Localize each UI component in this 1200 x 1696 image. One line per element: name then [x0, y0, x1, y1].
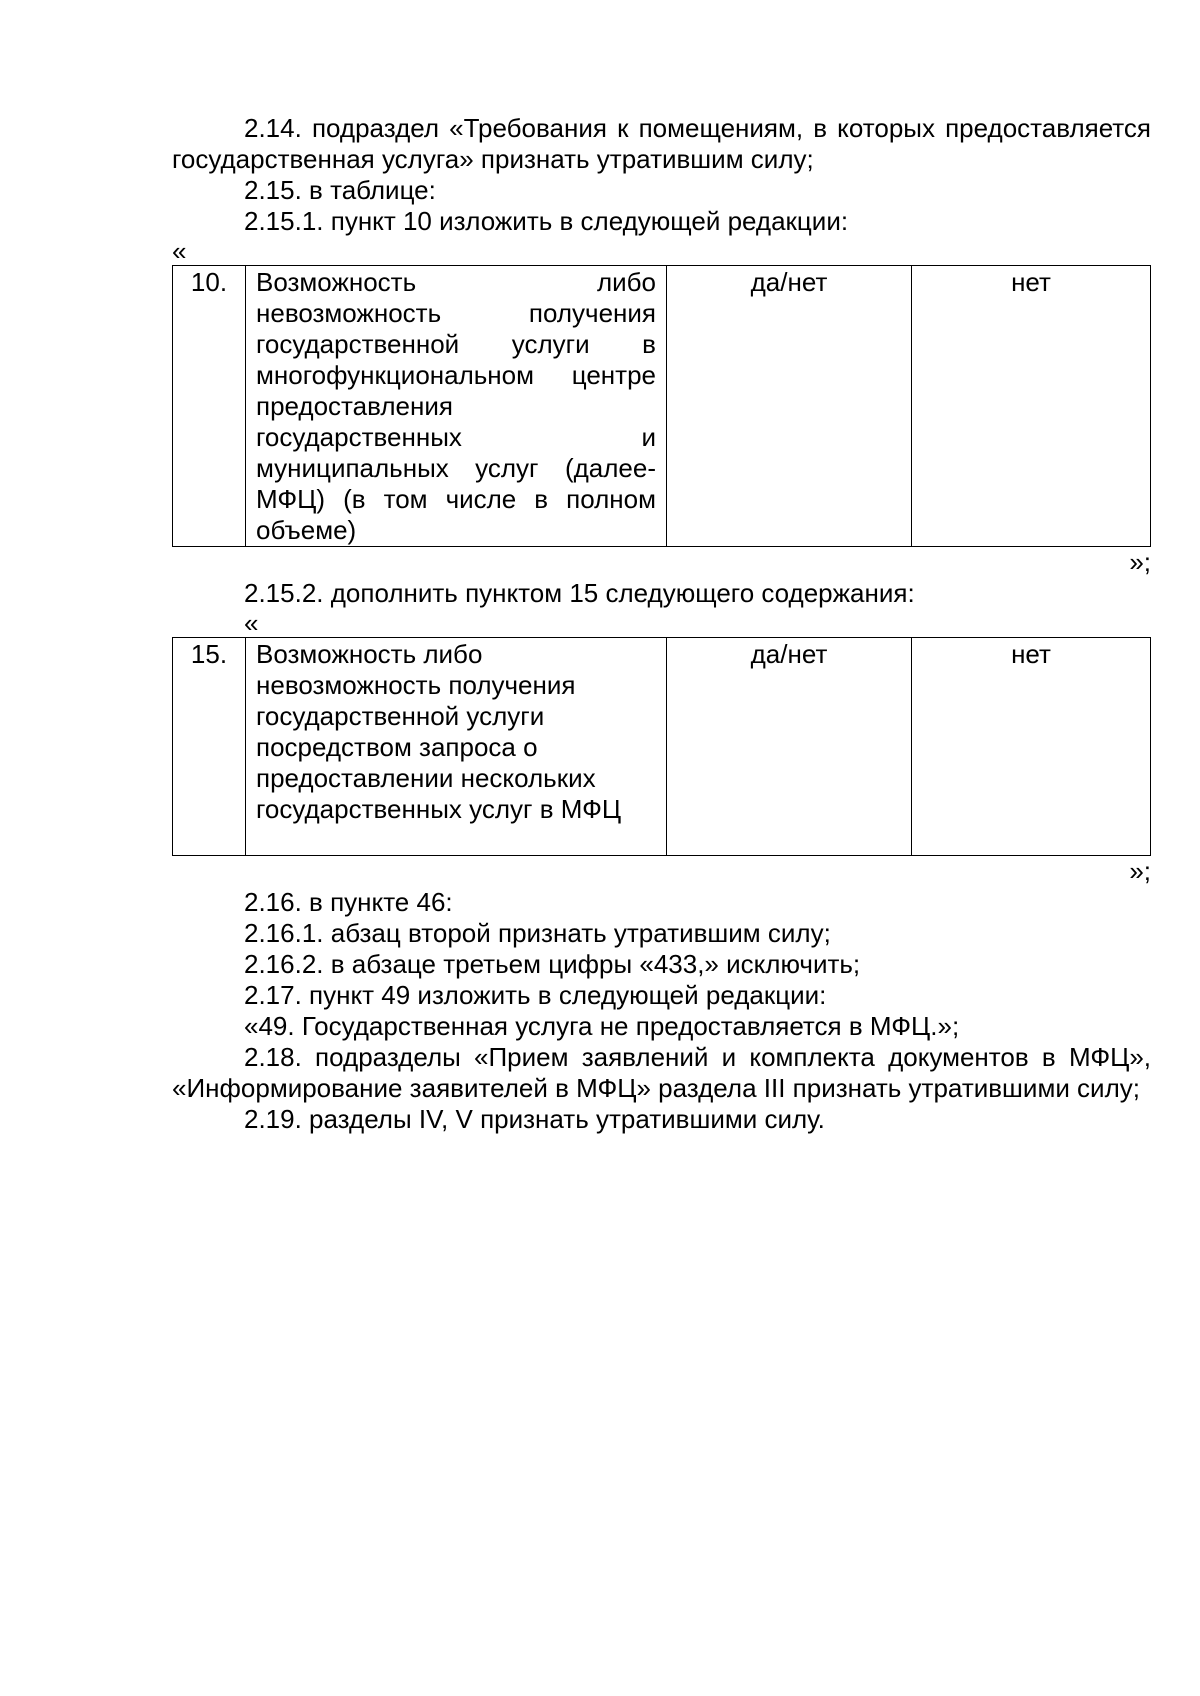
- item-number: 15.: [173, 638, 246, 856]
- item-value: нет: [912, 266, 1151, 547]
- table-row: [173, 638, 1151, 856]
- table-item-15: [172, 637, 1151, 856]
- paragraph-2-16: 2.16. в пункте 46:: [244, 887, 453, 917]
- item-number: 10.: [173, 266, 246, 547]
- paragraph-2-15-2: 2.15.2. дополнить пунктом 15 следующего содержания:: [244, 578, 915, 608]
- item-description: Возможность либо невозможность получения государственной услуги посредством запроса о предоставлении нескольких государственных услуг в МФЦ: [246, 638, 667, 856]
- opening-quote: «: [244, 608, 259, 638]
- item-value-type: да/нет: [667, 266, 912, 547]
- paragraph-2-14: 2.14. подраздел «Требования к помещениям, в которых предоставляется государственная услуга» признать утратившим силу;: [172, 113, 1151, 174]
- paragraph-2-15-1: 2.15.1. пункт 10 изложить в следующей редакции:: [244, 206, 849, 236]
- item-description: Возможность либо невозможность получения государственной услуги в многофункциональном центре предоставления государственных и муниципальных услуг (далее-МФЦ) (в том числе в полном объеме): [246, 266, 667, 547]
- paragraph-49-text: «49. Государственная услуга не предоставляется в МФЦ.»;: [244, 1011, 960, 1041]
- closing-quote: »;: [1129, 856, 1151, 886]
- paragraph-2-15: 2.15. в таблице:: [244, 175, 436, 205]
- opening-quote: «: [172, 236, 187, 266]
- table-item-10: [172, 265, 1151, 547]
- paragraph-2-19: 2.19. разделы IV, V признать утратившими силу.: [244, 1104, 825, 1134]
- paragraph-2-16-2: 2.16.2. в абзаце третьем цифры «433,» исключить;: [244, 949, 861, 979]
- paragraph-2-16-1: 2.16.1. абзац второй признать утратившим силу;: [244, 918, 831, 948]
- item-value: нет: [912, 638, 1151, 856]
- item-value-type: да/нет: [667, 638, 912, 856]
- paragraph-2-18: 2.18. подразделы «Прием заявлений и комплекта документов в МФЦ», «Информирование заявителей в МФЦ» раздела III признать утратившими силу;: [172, 1042, 1151, 1103]
- table-row: [173, 266, 1151, 547]
- closing-quote: »;: [1129, 547, 1151, 577]
- paragraph-2-17: 2.17. пункт 49 изложить в следующей редакции:: [244, 980, 827, 1010]
